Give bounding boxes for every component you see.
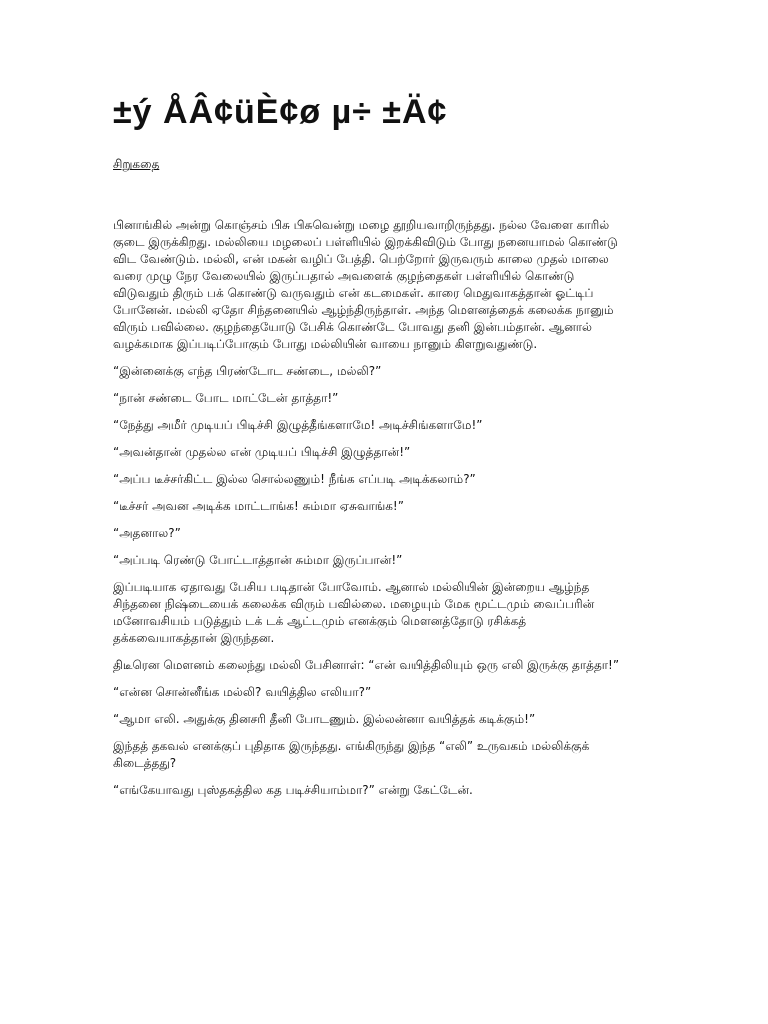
dialogue-line: “அதனால?” — [113, 526, 181, 540]
dialogue-line: “என்ன சொன்னீங்க மல்லி? வயித்தில எலியா?” — [113, 685, 372, 699]
dialogue-line: “எங்கேயாவது புஸ்தகத்தில கத படிச்சியாம்மா?” என்று கேட்டேன். — [113, 783, 473, 797]
paragraph: பினாங்கில் அன்று கொஞ்சம் பிசு பிசுவென்று மழை தூறியவாறிருந்தது. நல்ல வேளை காரில் குடை இருக்கிறது. மல்லியை மழலைப் பள்ளியில் இறக்கிவிடும் போது நனையாமல் கொண்டு விட வேண்டும். மல்லி, என் மகன் வழிப் பேத்தி. பெற்றோர் இருவரும் காலை முதல் மாலை வரை முழு நேர வேலையில் இருப்பதால் அவளைக் குழந்தைகள் பள்ளியில் கொண்டு விடுவதும் திரும் பக் கொண்டு வருவதும் என் கடமைகள். காரை மெதுவாகத்தான் ஓட்டிப் போனேன். மல்லி ஏதோ சிந்தனையில் ஆழ்ந்திருந்தாள். அந்த மௌனத்தைக் கலைக்க நானும் விரும் பவில்லை. குழந்தையோடு பேசிக் கொண்டே போவது தனி இன்பம்தான். ஆனால் வழக்கமாக இப்படிப்போகும் போது மல்லியின் வாயை நானும் கிளறுவதுண்டு. — [113, 218, 618, 351]
story-body — [113, 217, 620, 799]
dialogue-line: “ஆமா எலி. அதுக்கு தினசரி தீனி போடணும். இல்லன்னா வயித்தக் கடிக்கும்!” — [113, 712, 536, 726]
paragraph: திடீரென மௌனம் கலைந்து மல்லி பேசினாள்: “என் வயித்திலியும் ஒரு எலி இருக்கு தாத்தா!” — [113, 658, 620, 672]
paragraph: இந்தத் தகவல் எனக்குப் புதிதாக இருந்தது. எங்கிருந்து இந்த “எலி” உருவகம் மல்லிக்குக் கிடைத்தது? — [113, 739, 590, 770]
dialogue-line: “அப்ப டீச்சர்கிட்ட இல்ல சொல்லணும்! நீங்க எப்படி அடிக்கலாம்?” — [113, 472, 476, 486]
genre-label: சிறுகதை — [113, 157, 160, 171]
paragraph: இப்படியாக ஏதாவது பேசிய படிதான் போவோம். ஆனால் மல்லியின் இன்றைய ஆழ்ந்த சிந்தனை நிஷ்டையைக் கலைக்க விரும் பவில்லை. மழையும் மேக மூட்டமும் வைப்பரின் மனோவசியம் படுத்தும் டக் டக் ஆட்டமும் எனக்கும் மௌனத்தோடு ரசிக்கத் தக்கவையாகத்தான் இருந்தன. — [113, 580, 595, 645]
dialogue-line: “அவன்தான் முதல்ல என் முடியப் பிடிச்சி இழுத்தான்!” — [113, 445, 411, 459]
dialogue-line: “இன்னைக்கு எந்த பிரண்டோட சண்டை, மல்லி?” — [113, 364, 382, 378]
dialogue-line: “டீச்சர் அவன அடிக்க மாட்டாங்க! சும்மா ஏசுவாங்க!” — [113, 499, 404, 513]
dialogue-line: “நான் சண்டை போட மாட்டேன் தாத்தா!” — [113, 391, 339, 405]
dialogue-line: “அப்படி ரெண்டு போட்டாத்தான் சும்மா இருப்பான்!” — [113, 553, 403, 567]
story-title: ±ý ÅÂ¢üÈ¢ø µ÷ ±Ä¢ — [113, 93, 448, 131]
dialogue-line: “நேத்து அமீர் முடியப் பிடிச்சி இழுத்தீங்களாமே! அடிச்சிங்களாமே!” — [113, 418, 483, 432]
